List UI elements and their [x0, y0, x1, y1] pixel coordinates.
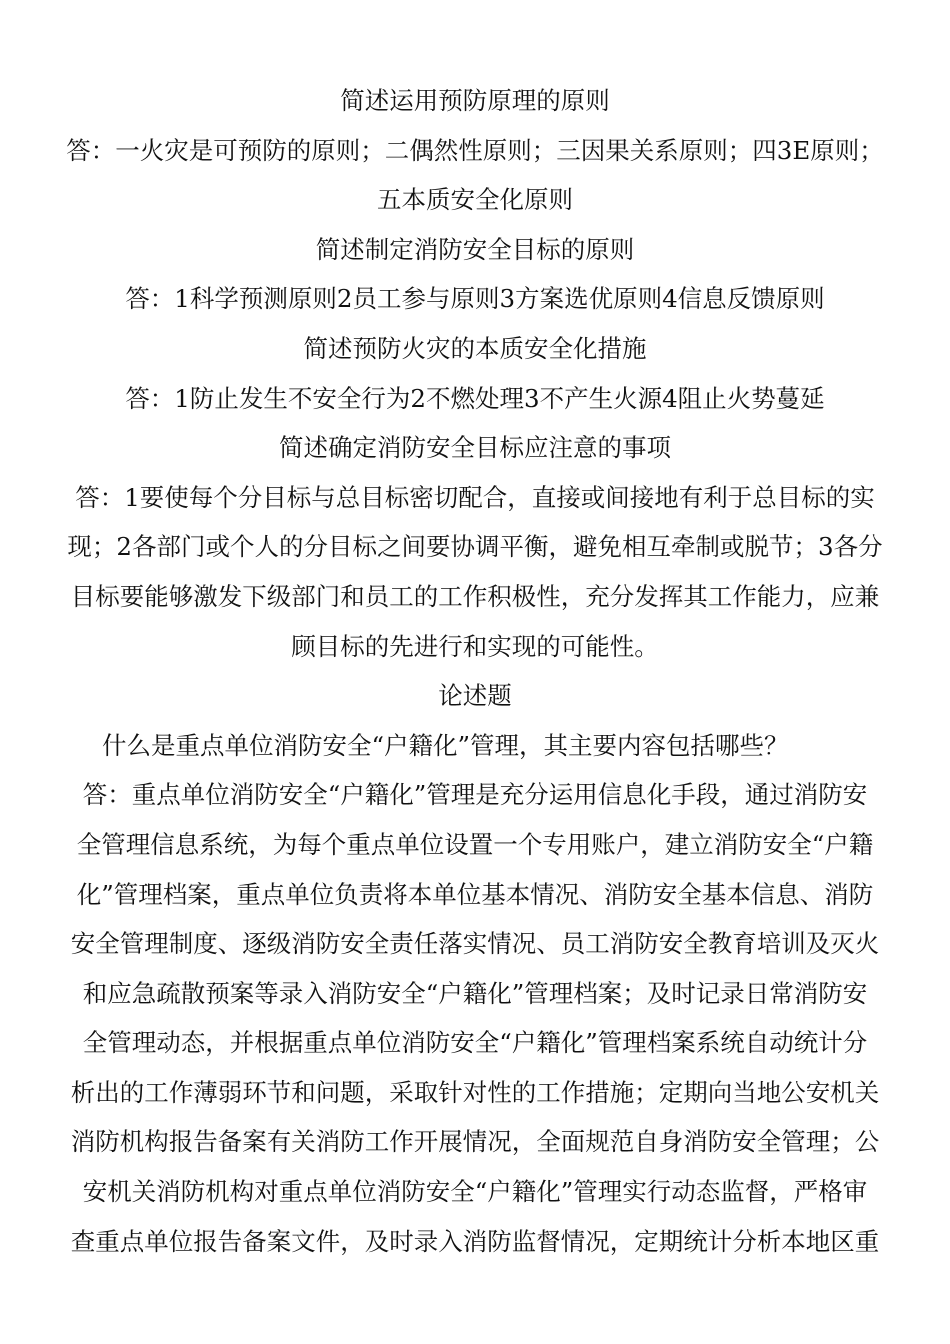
essay-answer-line-3: 化”管理档案，重点单位负责将本单位基本情况、消防安全基本信息、消防: [76, 879, 874, 909]
essay-answer-line-2: 全管理信息系统，为每个重点单位设置一个专用账户，建立消防安全“户籍: [76, 829, 874, 859]
answer-goal-considerations-line-1: 答：1要使每个分目标与总目标密切配合，直接或间接地有利于总目标的实: [75, 482, 875, 512]
document-page: [0, 76, 950, 1266]
answer-safety-goal-principles: 答：1科学预测原则2员工参与原则3方案选优原则4信息反馈原则: [125, 284, 825, 314]
heading-safety-goal-principles: 简述制定消防安全目标的原则: [315, 234, 635, 264]
essay-answer-line-5: 和应急疏散预案等录入消防安全“户籍化”管理档案；及时记录日常消防安: [82, 978, 868, 1008]
essay-answer-line-9: 安机关消防机构对重点单位消防安全“户籍化”管理实行动态监督，严格审: [82, 1177, 868, 1207]
essay-answer-line-8: 消防机构报告备案有关消防工作开展情况，全面规范自身消防安全管理；公: [70, 1127, 880, 1157]
answer-goal-considerations-line-3: 目标要能够激发下级部门和员工的工作积极性，充分发挥其工作能力，应兼: [70, 581, 880, 611]
answer-intrinsic-safety-measures: 答：1防止发生不安全行为2不燃处理3不产生火源4阻止火势蔓延: [125, 383, 825, 413]
heading-prevention-principles: 简述运用预防原理的原则: [340, 86, 610, 115]
section-heading-essay: 论述题: [438, 681, 512, 711]
answer-goal-considerations-line-2: 现；2各部门或个人的分目标之间要协调平衡，避免相互牵制或脱节；3各分: [67, 532, 883, 562]
heading-intrinsic-safety-measures: 简述预防火灾的本质安全化措施: [303, 333, 647, 363]
answer-goal-considerations-line-4: 顾目标的先进行和实现的可能性。: [291, 631, 659, 661]
answer-prevention-principles-line-2: 五本质安全化原则: [377, 185, 573, 215]
essay-answer-line-4: 安全管理制度、逐级消防安全责任落实情况、员工消防安全教育培训及灭火: [70, 929, 880, 959]
essay-answer-line-10: 查重点单位报告备案文件，及时录入消防监督情况，定期统计分析本地区重: [70, 1226, 880, 1256]
essay-answer-line-1: 答：重点单位消防安全“户籍化”管理是充分运用信息化手段，通过消防安: [82, 780, 868, 810]
essay-answer-line-6: 全管理动态，并根据重点单位消防安全“户籍化”管理档案系统自动统计分: [82, 1028, 868, 1058]
essay-question: 什么是重点单位消防安全“户籍化”管理，其主要内容包括哪些？: [102, 730, 789, 760]
heading-goal-considerations: 简述确定消防安全目标应注意的事项: [279, 433, 671, 463]
answer-prevention-principles-line-1: 答：一火灾是可预防的原则；二偶然性原则；三因果关系原则；四3E原则；: [66, 135, 884, 165]
essay-answer-line-7: 析出的工作薄弱环节和问题，采取针对性的工作措施；定期向当地公安机关: [70, 1077, 880, 1107]
